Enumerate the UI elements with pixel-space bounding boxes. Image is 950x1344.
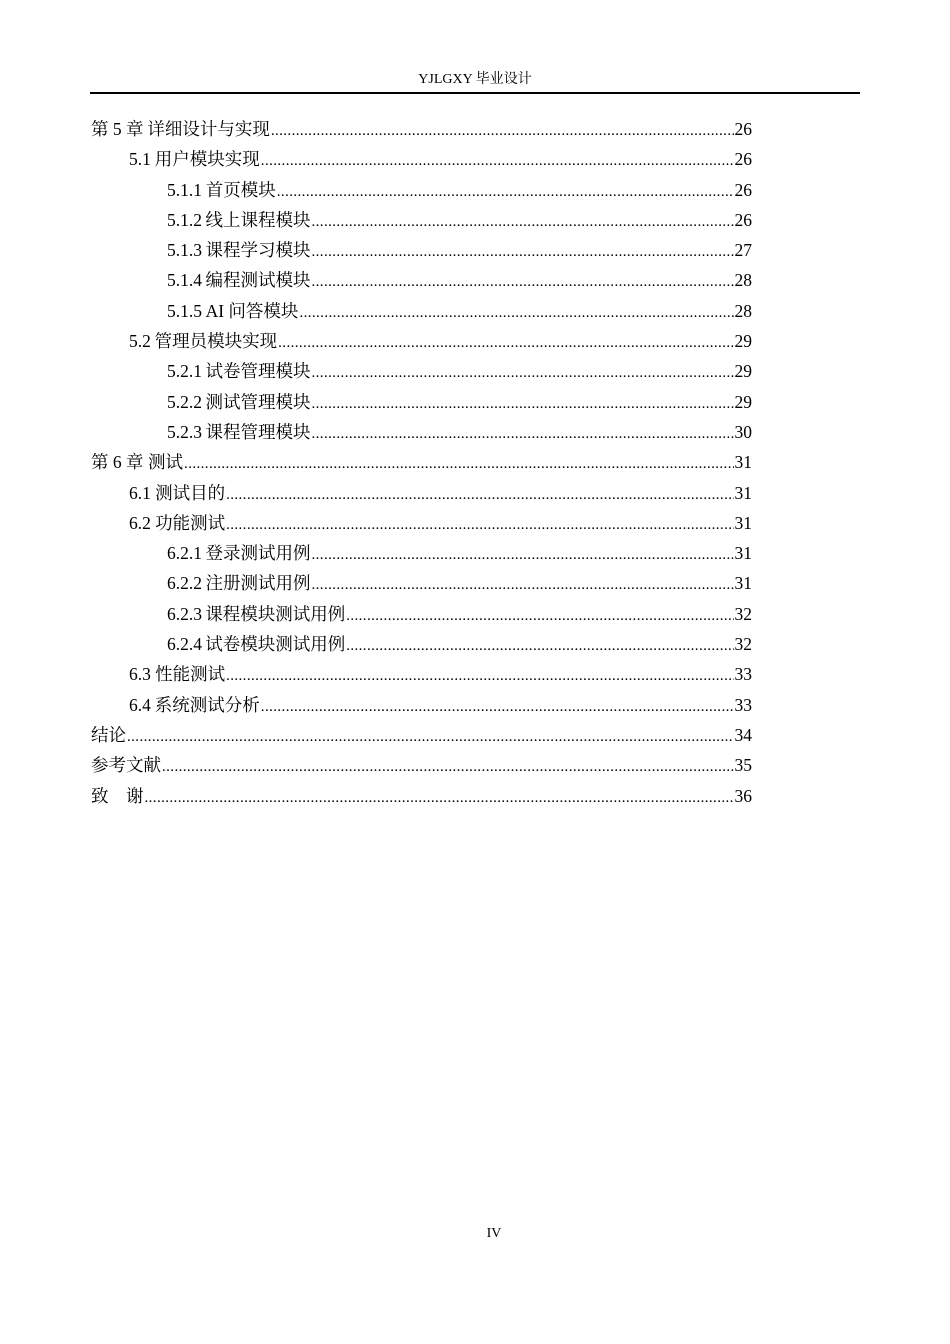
toc-entry[interactable] bbox=[91, 417, 752, 447]
toc-entry-title: 管理员模块实现 bbox=[154, 331, 278, 352]
toc-entry-number: 5.2.2 bbox=[167, 391, 202, 412]
toc-entry-title: 参考文献 bbox=[91, 755, 161, 776]
toc-entry[interactable] bbox=[91, 296, 752, 326]
toc-entry-title: 试卷模块测试用例 bbox=[205, 634, 346, 655]
toc-entry-title: 测试管理模块 bbox=[205, 391, 311, 412]
toc-dot-leader bbox=[312, 540, 734, 570]
toc-entry-page: 31 bbox=[734, 452, 752, 473]
toc-entry-page: 26 bbox=[734, 149, 752, 170]
toc-dot-leader bbox=[278, 328, 733, 358]
toc-dot-leader bbox=[346, 601, 733, 631]
toc-entry[interactable] bbox=[91, 629, 752, 659]
toc-dot-leader bbox=[312, 207, 734, 237]
toc-entry-number: 6.2.4 bbox=[167, 634, 202, 655]
toc-entry-number: 5.1.3 bbox=[167, 240, 202, 261]
toc-entry-title: 课程学习模块 bbox=[205, 240, 311, 261]
toc-entry-page: 26 bbox=[734, 209, 752, 230]
toc-entry[interactable] bbox=[91, 690, 752, 720]
toc-entry[interactable] bbox=[91, 144, 752, 174]
toc-entry-number: 5.2 bbox=[129, 331, 151, 352]
toc-entry-title: 登录测试用例 bbox=[205, 543, 311, 564]
toc-dot-leader bbox=[162, 752, 734, 782]
toc-entry-page: 29 bbox=[734, 361, 752, 382]
toc-entry-page: 26 bbox=[734, 179, 752, 200]
toc-entry-page: 28 bbox=[734, 300, 752, 321]
toc-entry-number: 6.3 bbox=[129, 664, 151, 685]
toc-entry-title: 性能测试 bbox=[155, 664, 226, 685]
toc-entry[interactable] bbox=[91, 175, 752, 205]
toc-entry[interactable] bbox=[91, 508, 752, 538]
toc-entry-title: 课程管理模块 bbox=[205, 421, 311, 442]
toc-entry-title: 线上课程模块 bbox=[205, 209, 311, 230]
toc-entry-page: 35 bbox=[734, 755, 752, 776]
toc-entry-number: 6.1 bbox=[129, 482, 151, 503]
toc-entry[interactable] bbox=[91, 659, 752, 689]
toc-entry[interactable] bbox=[91, 447, 752, 477]
toc-entry[interactable] bbox=[91, 568, 752, 598]
toc-entry-title: 功能测试 bbox=[155, 512, 226, 533]
toc-entry-number: 6.2.2 bbox=[167, 573, 202, 594]
toc-entry-title: AI 问答模块 bbox=[205, 300, 299, 321]
toc-entry[interactable] bbox=[91, 538, 752, 568]
toc-dot-leader bbox=[312, 419, 734, 449]
toc-entry-title: 系统测试分析 bbox=[154, 694, 260, 715]
toc-dot-leader bbox=[127, 722, 734, 752]
toc-entry-number: 5.1.4 bbox=[167, 270, 202, 291]
toc-dot-leader bbox=[277, 177, 734, 207]
toc-entry-page: 31 bbox=[734, 543, 752, 564]
toc-dot-leader bbox=[261, 146, 734, 176]
toc-entry-number: 6.2.1 bbox=[167, 543, 202, 564]
toc-entry-number: 5.1.1 bbox=[167, 179, 202, 200]
toc-entry-page: 31 bbox=[734, 573, 752, 594]
toc-entry-title: 课程模块测试用例 bbox=[205, 603, 346, 624]
toc-entry-number: 5.2.1 bbox=[167, 361, 202, 382]
toc-entry-page: 28 bbox=[734, 270, 752, 291]
toc-entry-number: 第 6 章 bbox=[91, 452, 144, 473]
toc-dot-leader bbox=[226, 480, 733, 510]
toc-dot-leader bbox=[312, 358, 734, 388]
toc-entry-page: 30 bbox=[734, 421, 752, 442]
toc-entry-number: 6.4 bbox=[129, 694, 151, 715]
toc-entry[interactable] bbox=[91, 750, 752, 780]
toc-entry-page: 34 bbox=[734, 724, 752, 745]
toc-entry-title: 用户模块实现 bbox=[154, 149, 260, 170]
toc-dot-leader bbox=[346, 631, 733, 661]
toc-entry-number: 6.2 bbox=[129, 512, 151, 533]
toc-dot-leader bbox=[226, 661, 733, 691]
toc-entry[interactable] bbox=[91, 781, 752, 811]
toc-dot-leader bbox=[312, 267, 734, 297]
toc-entry-title: 结论 bbox=[91, 724, 126, 745]
toc-dot-leader bbox=[312, 389, 734, 419]
toc-entry-title: 测试目的 bbox=[155, 482, 226, 503]
toc-entry-title: 编程测试模块 bbox=[205, 270, 311, 291]
header-divider bbox=[90, 92, 860, 94]
toc-entry-page: 32 bbox=[734, 634, 752, 655]
toc-entry[interactable] bbox=[91, 356, 752, 386]
toc-dot-leader bbox=[261, 692, 734, 722]
toc-entry-number: 5.1.2 bbox=[167, 209, 202, 230]
toc-entry[interactable] bbox=[91, 478, 752, 508]
toc-dot-leader bbox=[226, 510, 733, 540]
toc-entry-title: 首页模块 bbox=[205, 179, 276, 200]
toc-entry-page: 27 bbox=[734, 240, 752, 261]
toc-entry-number: 5.2.3 bbox=[167, 421, 202, 442]
toc-entry-page: 26 bbox=[734, 119, 752, 139]
toc-entry-page: 33 bbox=[734, 694, 752, 715]
toc-entry-page: 31 bbox=[734, 482, 752, 503]
toc-entry-page: 31 bbox=[734, 512, 752, 533]
toc-entry-number: 5.1 bbox=[129, 149, 151, 170]
toc-entry[interactable] bbox=[91, 235, 752, 265]
toc-entry[interactable] bbox=[91, 720, 752, 750]
toc-entry-title: 试卷管理模块 bbox=[205, 361, 311, 382]
toc-entry-page: 32 bbox=[734, 603, 752, 624]
toc-dot-leader bbox=[271, 116, 734, 146]
toc-entry-number: 第 5 章 bbox=[91, 119, 144, 139]
toc-dot-leader bbox=[312, 237, 734, 267]
toc-entry[interactable] bbox=[91, 265, 752, 295]
toc-entry-title: 测试 bbox=[148, 452, 184, 473]
toc-dot-leader bbox=[299, 298, 733, 328]
toc-entry-number: 5.1.5 bbox=[167, 300, 202, 321]
toc-entry-title: 详细设计与实现 bbox=[147, 119, 270, 139]
toc-dot-leader bbox=[145, 783, 734, 813]
toc-dot-leader bbox=[312, 570, 734, 600]
toc-dot-leader bbox=[184, 449, 733, 479]
toc-entry-page: 36 bbox=[734, 785, 752, 806]
toc-entry-page: 29 bbox=[734, 331, 752, 352]
toc-entry[interactable] bbox=[91, 326, 752, 356]
toc-entry-page: 33 bbox=[734, 664, 752, 685]
toc-entry-number: 6.2.3 bbox=[167, 603, 202, 624]
toc-entry[interactable] bbox=[91, 599, 752, 629]
toc-entry-title: 注册测试用例 bbox=[205, 573, 311, 594]
toc-entry-page: 29 bbox=[734, 391, 752, 412]
table-of-contents bbox=[91, 114, 752, 811]
page-header: YJLGXY 毕业设计 bbox=[418, 72, 532, 87]
toc-entry[interactable] bbox=[91, 205, 752, 235]
toc-entry[interactable] bbox=[91, 114, 752, 144]
page-number-footer: IV bbox=[486, 1226, 502, 1241]
toc-entry[interactable] bbox=[91, 387, 752, 417]
toc-entry-title: 致 谢 bbox=[91, 785, 144, 806]
